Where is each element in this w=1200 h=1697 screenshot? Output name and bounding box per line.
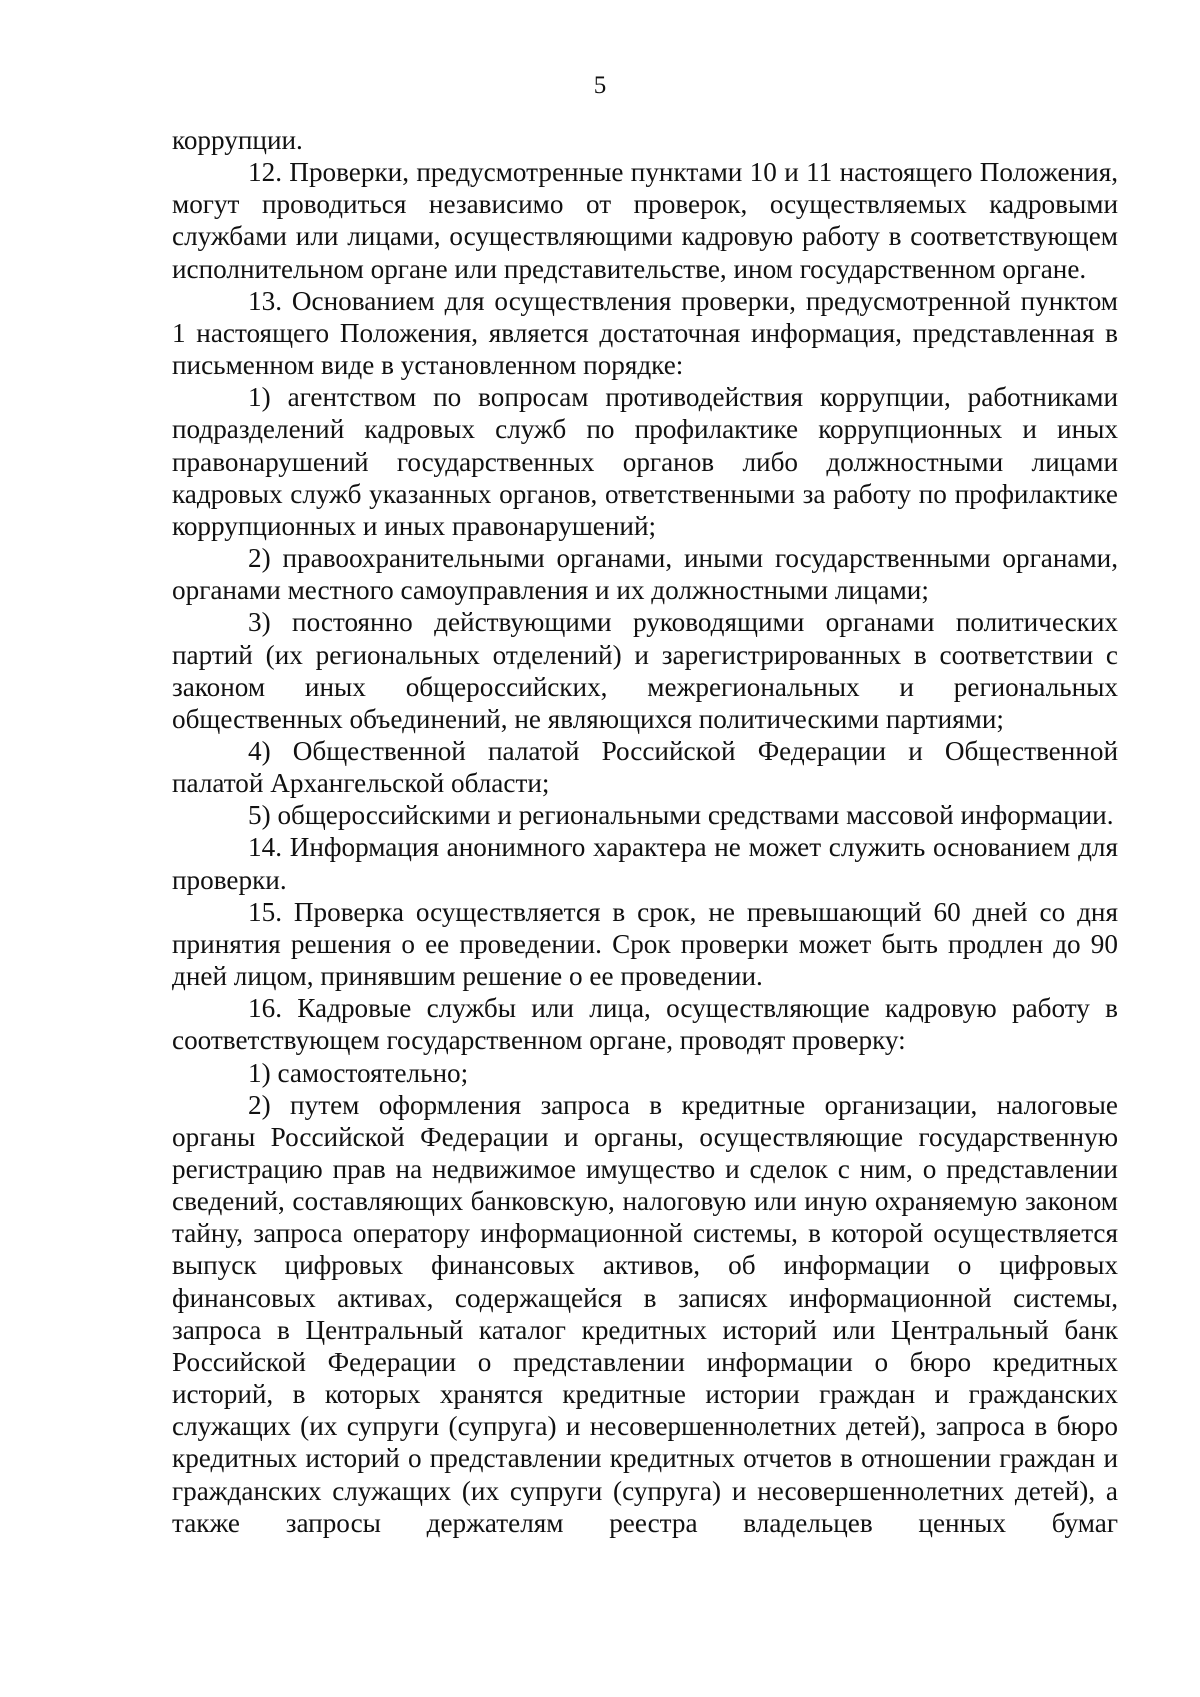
paragraph-12: 12. Проверки, предусмотренные пунктами 10 и 11 настоящего Положения, могут проводиться независимо от проверок, осуществляемых кадровыми службами или лицами, осуществляющими кадровую работу в соответствующем исполнительном органе или представительстве, ином государственном органе. [172,157,1118,284]
paragraph-15: 15. Проверка осуществляется в срок, не превышающий 60 дней со дня принятия решения о ее проведении. Срок проверки может быть продлен до 90 дней лицом, принявшим решение о ее проведении. [172,896,1118,992]
paragraph-16: 16. Кадровые службы или лица, осуществляющие кадровую работу в соответствующем государственном органе, проводят проверку: [172,993,1118,1056]
paragraph-14: 14. Информация анонимного характера не может служить основанием для проверки. [172,832,1118,895]
paragraph-16-item-2: 2) путем оформления запроса в кредитные организации, налоговые органы Российской Федерации и органы, осуществляющие государственную регистрацию прав на недвижимое имущество и сделок с ним, о представлении сведений, составляющих банковскую, налоговую или иную охраняемую законом тайну, запроса оператору информационной системы, в которой осуществляется выпуск цифровых финансовых активов, об информации о цифровых финансовых активах, содержащейся в записях информационной системы, запроса в Центральный каталог кредитных историй или Центральный банк Российской Федерации о представлении информации о бюро кредитных историй, в которых хранятся кредитные истории граждан и гражданских служащих (их супруги (супруга) и несовершеннолетних детей), запроса в бюро кредитных историй о представлении кредитных отчетов в отношении граждан и гражданских служащих (их супруги (супруга) и несовершеннолетних детей), а также запросы держателям реестра владельцев ценных бумаг [172,1089,1118,1538]
paragraph-13-item-1: 1) агентством по вопросам противодействия коррупции, работниками подразделений кадровых служб по профилактике коррупционных и иных правонарушений государственных органов либо должностными лицами кадровых служб указанных органов, ответственными за работу по профилактике коррупционных и иных правонарушений; [172,382,1118,541]
paragraph-13-item-3: 3) постоянно действующими руководящими органами политических партий (их региональных отделений) и зарегистрированных в соответствии с законом иных общероссийских, межрегиональных и региональных общественных объединений, не являющихся политическими партиями; [172,607,1118,734]
document-body [172,124,1118,1539]
paragraph-13-item-5: 5) общероссийскими и региональными средствами массовой информации. [248,800,1114,831]
paragraph-13: 13. Основанием для осуществления проверки, предусмотренной пунктом 1 настоящего Положения, является достаточная информация, представленная в письменном виде в установленном порядке: [172,285,1118,381]
paragraph-13-item-2: 2) правоохранительными органами, иными государственными органами, органами местного самоуправления и их должностными лицами; [172,543,1118,606]
paragraph-16-item-1: 1) самостоятельно; [248,1057,469,1088]
page-number: 5 [593,72,607,99]
paragraph-continuation: коррупции. [172,125,303,155]
paragraph-13-item-4: 4) Общественной палатой Российской Федерации и Общественной палатой Архангельской области; [172,735,1118,799]
